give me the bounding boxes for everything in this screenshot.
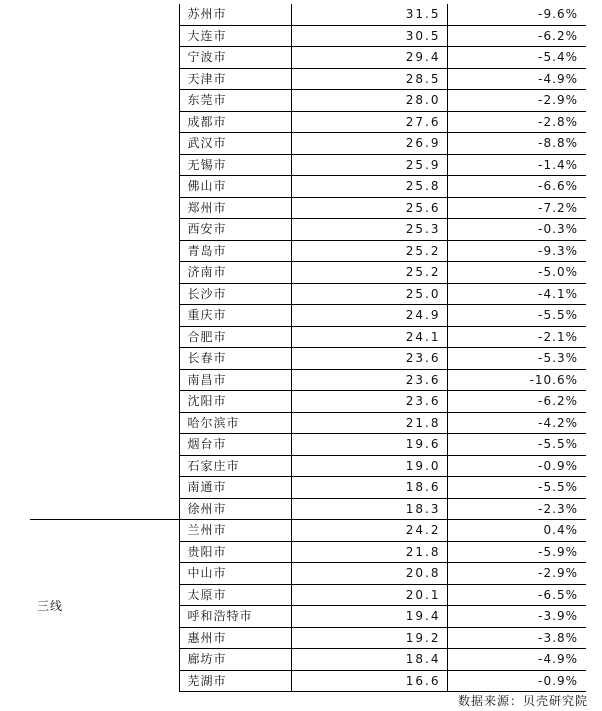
change-cell: -6.2% (447, 25, 586, 47)
value-cell: 23.6 (291, 348, 447, 370)
city-name-cell: 中山市 (179, 563, 291, 585)
change-cell: -10.6% (447, 369, 586, 391)
value-cell: 19.0 (291, 455, 447, 477)
change-cell: -3.8% (447, 627, 586, 649)
value-cell: 28.5 (291, 68, 447, 90)
city-name-cell: 济南市 (179, 262, 291, 284)
change-cell: -5.9% (447, 541, 586, 563)
city-name-cell: 哈尔滨市 (179, 412, 291, 434)
city-name-cell: 烟台市 (179, 434, 291, 456)
city-name-cell: 苏州市 (179, 4, 291, 25)
change-cell: -5.4% (447, 47, 586, 69)
change-cell: -0.9% (447, 670, 586, 692)
change-cell: -4.9% (447, 649, 586, 671)
value-cell: 18.4 (291, 649, 447, 671)
value-cell: 25.2 (291, 262, 447, 284)
value-cell: 29.4 (291, 47, 447, 69)
change-cell: -4.2% (447, 412, 586, 434)
city-name-cell: 惠州市 (179, 627, 291, 649)
city-name-cell: 长沙市 (179, 283, 291, 305)
city-name-cell: 长春市 (179, 348, 291, 370)
city-name-cell: 大连市 (179, 25, 291, 47)
change-cell: -8.8% (447, 133, 586, 155)
value-cell: 18.6 (291, 477, 447, 499)
value-cell: 20.1 (291, 584, 447, 606)
value-cell: 24.9 (291, 305, 447, 327)
value-cell: 21.8 (291, 412, 447, 434)
value-cell: 19.2 (291, 627, 447, 649)
city-name-cell: 天津市 (179, 68, 291, 90)
city-name-cell: 郑州市 (179, 197, 291, 219)
city-name-cell: 石家庄市 (179, 455, 291, 477)
value-cell: 21.8 (291, 541, 447, 563)
change-cell: -6.6% (447, 176, 586, 198)
change-cell: -2.3% (447, 498, 586, 520)
city-name-cell: 武汉市 (179, 133, 291, 155)
value-cell: 23.6 (291, 391, 447, 413)
data-source-note: 数据来源：贝壳研究院 (457, 694, 588, 708)
change-cell: -9.6% (538, 7, 578, 21)
change-cell: -5.3% (447, 348, 586, 370)
city-name-cell: 合肥市 (179, 326, 291, 348)
change-cell: -6.2% (447, 391, 586, 413)
change-cell: -5.5% (447, 434, 586, 456)
table-row (30, 4, 586, 25)
table-row (30, 520, 586, 542)
value-cell: 26.9 (291, 133, 447, 155)
value-cell: 31.5 (291, 4, 447, 25)
city-name-cell: 太原市 (179, 584, 291, 606)
value-cell: 16.6 (291, 670, 447, 692)
value-cell: 25.0 (291, 283, 447, 305)
city-name-cell: 廊坊市 (179, 649, 291, 671)
city-name-cell: 青岛市 (179, 240, 291, 262)
value-cell: 25.8 (291, 176, 447, 198)
city-name-cell: 芜湖市 (179, 670, 291, 692)
value-cell: 23.6 (291, 369, 447, 391)
city-data-table (30, 4, 586, 692)
change-cell: -1.4% (447, 154, 586, 176)
tier-cell (30, 4, 179, 520)
value-cell: 19.6 (291, 434, 447, 456)
city-name-cell: 呼和浩特市 (179, 606, 291, 628)
change-cell: -5.5% (447, 305, 586, 327)
city-name-cell: 无锡市 (179, 154, 291, 176)
city-name-cell: 宁波市 (179, 47, 291, 69)
city-name-cell: 西安市 (179, 219, 291, 241)
table-body (30, 4, 586, 692)
city-name-cell: 沈阳市 (179, 391, 291, 413)
change-cell: -2.8% (447, 111, 586, 133)
value-cell: 24.1 (291, 326, 447, 348)
value-cell: 25.3 (291, 219, 447, 241)
change-cell: -7.2% (447, 197, 586, 219)
change-cell: -2.9% (447, 90, 586, 112)
city-name-cell: 贵阳市 (179, 541, 291, 563)
change-cell: -9.3% (447, 240, 586, 262)
change-cell: 0.4% (447, 520, 586, 542)
city-name-cell: 重庆市 (179, 305, 291, 327)
change-cell: -4.9% (447, 68, 586, 90)
city-name-cell: 南昌市 (179, 369, 291, 391)
change-cell: -5.5% (447, 477, 586, 499)
value-cell: 25.2 (291, 240, 447, 262)
change-cell: -4.1% (447, 283, 586, 305)
city-name-cell: 南通市 (179, 477, 291, 499)
change-cell: -2.1% (447, 326, 586, 348)
city-name-cell: 成都市 (179, 111, 291, 133)
value-cell: 25.6 (291, 197, 447, 219)
tier-cell: 三线 (30, 520, 179, 692)
city-name-cell: 徐州市 (179, 498, 291, 520)
value-cell: 20.8 (291, 563, 447, 585)
city-name-cell: 兰州市 (179, 520, 291, 542)
value-cell: 24.2 (291, 520, 447, 542)
change-cell: -3.9% (447, 606, 586, 628)
city-name-cell: 佛山市 (179, 176, 291, 198)
city-name-cell: 东莞市 (179, 90, 291, 112)
value-cell: 19.4 (291, 606, 447, 628)
value-cell: 27.6 (291, 111, 447, 133)
value-cell: 28.0 (291, 90, 447, 112)
value-cell: 18.3 (291, 498, 447, 520)
change-cell: -5.0% (447, 262, 586, 284)
change-cell: -0.3% (447, 219, 586, 241)
change-cell: -0.9% (447, 455, 586, 477)
change-cell: -6.5% (447, 584, 586, 606)
value-cell: 30.5 (291, 25, 447, 47)
change-cell: -2.9% (447, 563, 586, 585)
value-cell: 25.9 (291, 154, 447, 176)
